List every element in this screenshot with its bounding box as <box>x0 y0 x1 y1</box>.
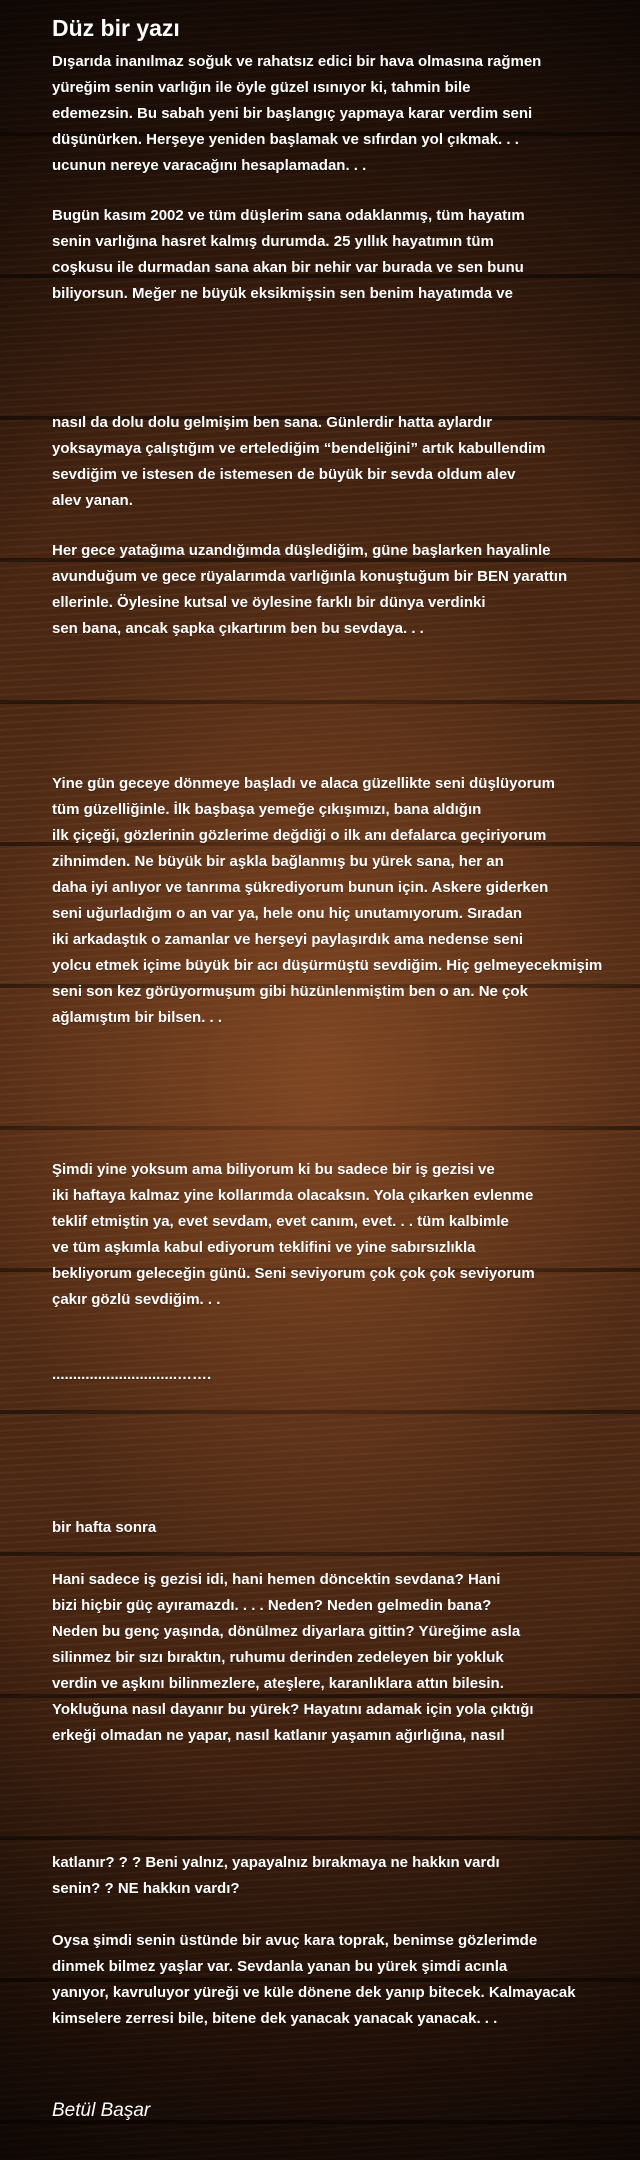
poem-paragraph-7: bir hafta sonra <box>52 1519 157 1536</box>
poem-title: Düz bir yazı <box>52 15 180 41</box>
poem-paragraph-2: Bugün kasım 2002 ve tüm düşlerim sana odaklanmış, tüm hayatım senin varlığına hasret kalmış durumda. 25 yıllık hayatımın tüm coşkusu ile durmadan sana akan bir nehir var burada ve sen bunu biliyorsun. Meğer ne büyük eksikmişsin sen benim hayatımda ve <box>52 207 525 302</box>
poem-paragraph-6: Şimdi yine yoksum ama biliyorum ki bu sadece bir iş gezisi ve iki haftaya kalmaz yine kollarımda olacaksın. Yola çıkarken evlenme teklif etmiştin ya, evet sevdam, evet canım, evet. . . tüm kalbimle ve tüm aşkımla kabul ediyorum teklifini ve yine sabırsızlıkla bekliyorum geleceğin günü. Seni seviyorum çok çok çok seviyorum çakır gözlü sevdiğim. . . <box>52 1161 535 1308</box>
poem-paragraph-9: katlanır? ? ? Beni yalnız, yapayalnız bırakmaya ne hakkın vardı senin? ? NE hakkın vardı? <box>52 1854 500 1897</box>
poem-paragraph-8: Hani sadece iş gezisi idi, hani hemen döncektin sevdana? Hani bizi hiçbir güç ayıramazdı. . . . Neden? Neden gelmedin bana? Neden bu genç yaşında, dönülmez diyarlara gittin? Yüreğime asla silinmez bir sızı bıraktın, ruhumu derinden zedeleyen bir yokluk verdin ve aşkını bilinmezlere, ateşlere, karanlıklara attın bilesin. Yokluğuna nasıl dayanır bu yürek? Hayatını adamak için yola çıktığı erkeği olmadan ne yapar, nasıl katlanır yaşamın ağırlığına, nasıl <box>52 1571 534 1744</box>
poem-paragraph-5: Yine gün geceye dönmeye başladı ve alaca güzellikte seni düşlüyorum tüm güzelliğinle. İlk başbaşa yemeğe çıkışımızı, bana aldığın ilk çiçeği, gözlerinin gözlerime değdiği o ilk anı defalarca geçiriyorum zihnimden. Ne büyük bir aşkla bağlanmış bu yürek sana, her an daha iyi anlıyor ve tanrıma şükrediyorum bunun için. Askere giderken seni uğurladığım o an var ya, hele onu hiç unutamıyorum. Sıradan iki arkadaştık o zamanlar ve herşeyi paylaşırdık ama nedense seni yolcu etmek içime büyük bir acı düşürmüştü sevdiğim. Hiç gelmeyecekmişim seni son kez görüyormuşum gibi hüzünlenmiştim ben o an. Ne çok ağlamıştım bir bilsen. . . <box>52 775 603 1026</box>
poem-paragraph-4: Her gece yatağıma uzandığımda düşlediğim, güne başlarken hayalinle avunduğum ve gece rüyalarımda varlığınla konuştuğum bir BEN yarattın ellerinle. Öylesine kutsal ve öylesine farklı bir dünya verdinki sen bana, ancak şapka çıkartırım ben bu sevdaya. . . <box>52 542 568 637</box>
poem-separator: ..............................……. <box>52 1366 212 1383</box>
poem-author: Betül Başar <box>52 2100 151 2121</box>
poem-paragraph-3: nasıl da dolu dolu gelmişim ben sana. Günlerdir hatta aylardır yoksaymaya çalıştığım ve ertelediğim “bendeliğini” artık kabullendim sevdiğim ve istesen de istemesen de büyük bir sevda oldum alev alev yanan. <box>52 414 546 509</box>
poem-paragraph-1: Dışarıda inanılmaz soğuk ve rahatsız edici bir hava olmasına rağmen yüreğim senin varlığın ile öyle güzel ısınıyor ki, tahmin bile edemezsin. Bu sabah yeni bir başlangıç yapmaya karar verdim seni düşünürken. Herşeye yeniden başlamak ve sıfırdan yol çıkmak. . . ucunun nereye varacağını hesaplamadan. . . <box>52 53 542 174</box>
poem-paragraph-10: Oysa şimdi senin üstünde bir avuç kara toprak, benimse gözlerimde dinmek bilmez yaşlar var. Sevdanla yanan bu yürek şimdi acınla yanıyor, kavruluyor yüreği ve küle dönene dek yanıp bitecek. Kalmayacak kimselere zerresi bile, bitene dek yanacak yanacak yanacak. . . <box>52 1932 576 2027</box>
